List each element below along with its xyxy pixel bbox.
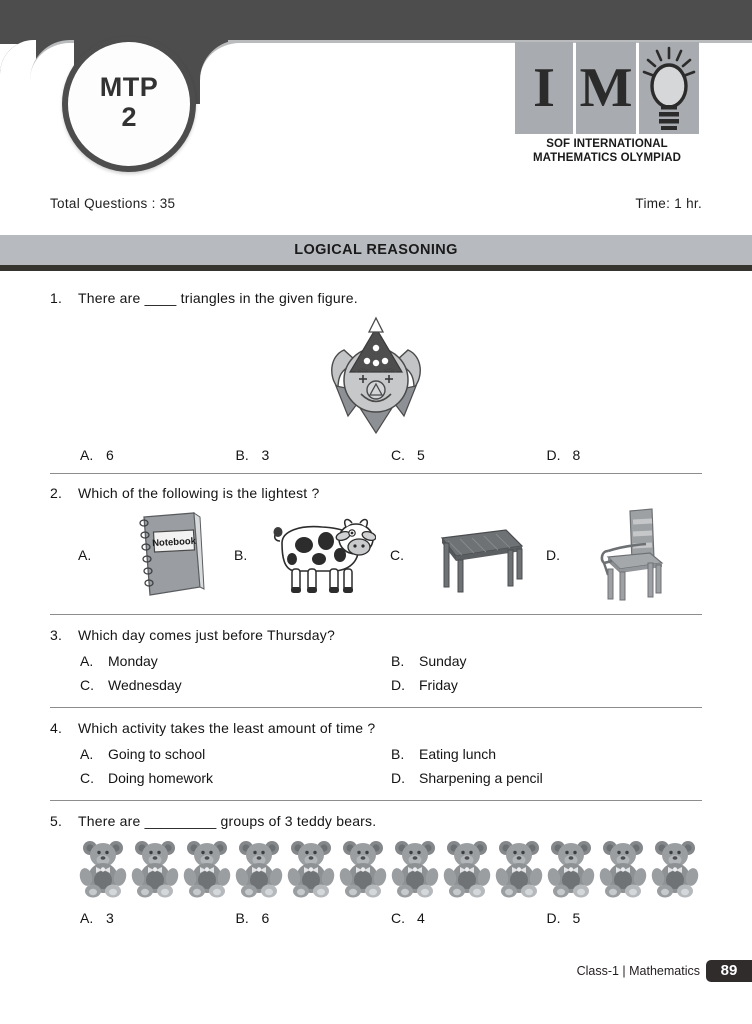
- section-underbar: [0, 265, 752, 271]
- question-3-header: [50, 625, 702, 645]
- lightbulb-o-icon: [639, 42, 699, 134]
- teddy-bear-icon: [442, 837, 492, 904]
- question-2-text: Which of the following is the lightest ?: [78, 485, 320, 502]
- imo-caption-line-1: SOF INTERNATIONAL: [546, 138, 668, 150]
- question-5-option-c-value: 4: [417, 910, 425, 927]
- question-2-option-b-key: B.: [234, 546, 248, 563]
- question-3-divider: [50, 707, 702, 708]
- question-5: [50, 811, 702, 926]
- question-5-option-c-key: C.: [391, 910, 405, 927]
- question-5-option-b-value: 6: [261, 910, 270, 927]
- question-4-option-a[interactable]: [80, 742, 391, 766]
- question-5-option-c[interactable]: [391, 910, 547, 926]
- question-list: [50, 288, 702, 926]
- chair-icon: [572, 507, 692, 603]
- question-4-option-b[interactable]: [391, 742, 702, 766]
- question-3-option-d-value: Friday: [419, 676, 458, 693]
- teddy-bear-icon: [390, 837, 440, 904]
- question-5-option-d[interactable]: [547, 910, 703, 926]
- page-header: [0, 0, 752, 176]
- question-3-option-d[interactable]: [391, 673, 702, 697]
- question-3-options: [50, 649, 702, 697]
- question-4-option-d-key: D.: [391, 770, 405, 787]
- question-3-text: Which day comes just before Thursday?: [78, 626, 335, 643]
- question-5-option-d-key: D.: [546, 910, 561, 927]
- question-4-header: [50, 718, 702, 738]
- question-2-option-a-key: A.: [78, 546, 92, 563]
- question-4-option-b-key: B.: [391, 746, 405, 763]
- teddy-bear-icon: [598, 837, 648, 904]
- question-5-option-b-key: B.: [235, 910, 249, 927]
- question-5-text: There are _________ groups of 3 teddy bears.: [78, 813, 377, 830]
- question-1-option-c-key: C.: [391, 447, 405, 464]
- footer-label: Class-1 | Mathematics: [576, 964, 700, 978]
- question-3-option-a-value: Monday: [108, 652, 158, 669]
- mtp-badge-label: MTP: [99, 71, 159, 102]
- question-2-option-c-key: C.: [390, 546, 404, 563]
- question-1-option-a-value: 6: [106, 447, 114, 464]
- question-4-option-a-key: A.: [80, 746, 94, 763]
- question-4-option-c-key: C.: [80, 770, 94, 787]
- question-2-option-b[interactable]: [234, 506, 390, 604]
- question-2-option-a[interactable]: [78, 506, 234, 604]
- section-title: LOGICAL REASONING: [294, 242, 458, 258]
- question-5-option-a[interactable]: [80, 910, 236, 926]
- imo-letter-i: I: [533, 57, 555, 119]
- question-3: [50, 625, 702, 708]
- question-2-option-d-key: D.: [546, 546, 560, 563]
- question-5-option-d-value: 5: [572, 910, 581, 927]
- question-3-option-c[interactable]: [80, 673, 391, 697]
- question-2-divider: [50, 614, 702, 615]
- question-1-option-b-key: B.: [235, 447, 249, 464]
- question-1-option-b-value: 3: [261, 447, 270, 464]
- question-3-option-a[interactable]: [80, 649, 391, 673]
- teddy-bear-row-figure: [50, 837, 702, 904]
- teddy-bear-icon: [650, 837, 700, 904]
- imo-tile-i: [515, 42, 573, 134]
- teddy-bear-icon: [234, 837, 284, 904]
- question-1-header: [50, 288, 702, 308]
- teddy-bear-icon: [130, 837, 180, 904]
- notebook-icon: [104, 507, 224, 603]
- question-5-options: [50, 910, 702, 926]
- teddy-bear-icon: [546, 837, 596, 904]
- question-2-option-c[interactable]: [390, 506, 546, 604]
- question-2: [50, 483, 702, 614]
- question-1-option-c-value: 5: [417, 447, 425, 464]
- question-4-divider: [50, 800, 702, 801]
- question-2-header: [50, 483, 702, 503]
- teddy-bear-icon: [182, 837, 232, 904]
- question-4-option-c[interactable]: [80, 766, 391, 790]
- imo-caption-line-2: MATHEMATICS OLYMPIAD: [532, 152, 682, 165]
- question-1-divider: [50, 473, 702, 474]
- notebook-label: Notebook: [151, 535, 197, 549]
- teddy-bear-icon: [338, 837, 388, 904]
- question-1-option-a-key: A.: [80, 447, 94, 464]
- question-2-option-d[interactable]: [546, 506, 702, 604]
- question-4-option-b-value: Eating lunch: [419, 746, 497, 763]
- imo-tile-o-bulb: [639, 42, 699, 134]
- teddy-bear-icon: [78, 837, 128, 904]
- question-5-header: [50, 811, 702, 831]
- question-1-text: There are ____ triangles in the given figure.: [78, 290, 358, 306]
- question-1: [50, 288, 702, 474]
- teddy-bear-icon: [494, 837, 544, 904]
- question-4-option-a-value: Going to school: [108, 746, 206, 763]
- imo-logo: [515, 42, 699, 165]
- time-label: Time: 1 hr.: [635, 196, 702, 211]
- question-4-options: [50, 742, 702, 790]
- question-1-options: [50, 447, 702, 463]
- question-4-option-d-value: Sharpening a pencil: [419, 770, 543, 787]
- question-4: [50, 718, 702, 801]
- exam-meta-row: [50, 196, 702, 211]
- question-2-options: [50, 506, 702, 604]
- question-5-number: 5.: [50, 813, 63, 830]
- question-1-option-d-key: D.: [546, 447, 561, 464]
- question-4-option-d[interactable]: [391, 766, 702, 790]
- section-header-bar: [0, 235, 752, 265]
- question-5-option-a-key: A.: [80, 910, 94, 927]
- imo-logo-caption: [515, 137, 699, 166]
- question-3-option-c-value: Wednesday: [108, 676, 182, 693]
- question-3-option-a-key: A.: [80, 652, 94, 669]
- imo-tile-m: [576, 42, 636, 134]
- question-4-text: Which activity takes the least amount of time ?: [78, 719, 376, 736]
- total-questions-label: Total Questions : 35: [50, 196, 176, 211]
- mtp-badge: [62, 36, 196, 172]
- question-3-option-c-key: C.: [80, 676, 94, 693]
- question-1-option-d[interactable]: [547, 447, 703, 463]
- imo-logo-tiles: [515, 42, 699, 134]
- table-icon: [416, 507, 536, 603]
- question-3-option-b-value: Sunday: [419, 652, 467, 669]
- mtp-badge-number: 2: [121, 102, 137, 133]
- question-3-option-b-key: B.: [391, 652, 405, 669]
- page-footer: [577, 960, 752, 982]
- imo-letter-m: M: [579, 57, 633, 119]
- question-4-option-c-value: Doing homework: [108, 770, 214, 787]
- clown-face-triangles-figure: [308, 314, 444, 439]
- question-1-option-c[interactable]: [391, 447, 547, 463]
- question-3-option-b[interactable]: [391, 649, 702, 673]
- question-1-option-b[interactable]: [236, 447, 392, 463]
- question-1-option-d-value: 8: [572, 447, 581, 464]
- cow-icon: [260, 507, 380, 603]
- page-number-badge: 89: [706, 960, 752, 982]
- question-1-figure: [50, 314, 702, 439]
- question-1-option-a[interactable]: [80, 447, 236, 463]
- question-5-option-b[interactable]: [236, 910, 392, 926]
- question-4-number: 4.: [50, 719, 63, 736]
- question-2-number: 2.: [50, 485, 63, 502]
- teddy-bear-icon: [286, 837, 336, 904]
- question-3-option-d-key: D.: [391, 676, 405, 693]
- question-3-number: 3.: [50, 626, 63, 643]
- question-1-number: 1.: [50, 290, 63, 306]
- question-5-option-a-value: 3: [106, 910, 114, 927]
